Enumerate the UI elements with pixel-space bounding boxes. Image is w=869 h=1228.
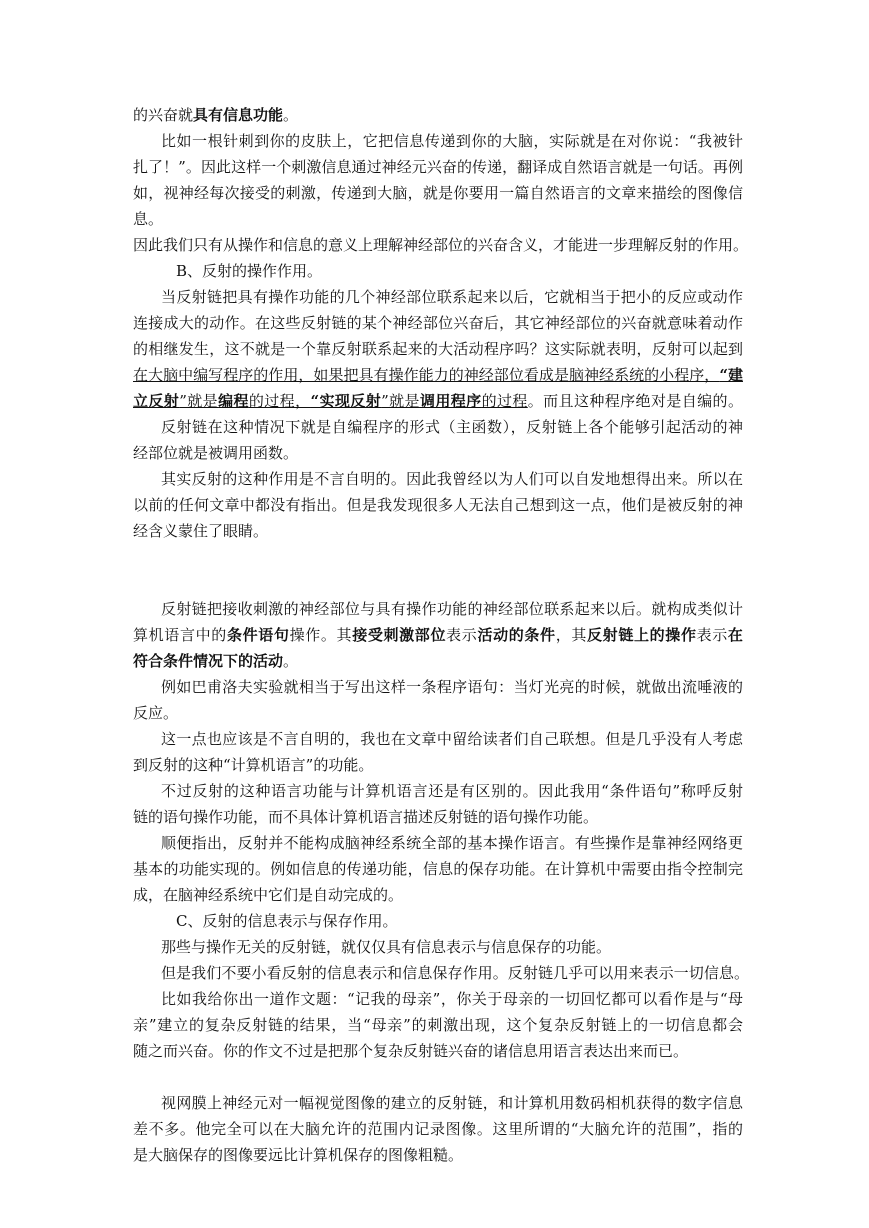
- text-run: 的兴奋就: [133, 106, 194, 124]
- text-line: [133, 1012, 743, 1038]
- section-heading: [176, 258, 758, 284]
- text-run: ，其: [555, 626, 588, 644]
- text-line: [133, 206, 743, 232]
- text-run: B、反射的操作作用。: [176, 262, 323, 280]
- text-run: 顺便指出，反射并不能构成脑神经系统全部的基本操作语言。有些操作是靠神经网络更: [161, 834, 743, 852]
- text-run: 符合条件情况下的活动: [133, 652, 284, 670]
- text-run: 在: [727, 626, 743, 644]
- text-line: [133, 154, 743, 180]
- text-run: “建: [719, 366, 743, 384]
- text-run: 到反射的这种“计算机语言”的功能。: [133, 756, 374, 774]
- text-line: [161, 466, 743, 492]
- text-run: 当反射链把具有操作功能的几个神经部位联系起来以后，它就相当于把小的反应或动作: [161, 288, 743, 306]
- text-line: [161, 1090, 743, 1116]
- text-run: 如，视神经每次接受的刺激，传递到大脑，就是你要用一篇自然语言的文章来描绘的图像信: [133, 184, 743, 202]
- text-run: ”就是: [381, 392, 420, 410]
- text-run: 经部位就是被调用函数。: [133, 444, 299, 462]
- text-run: 的过程: [481, 392, 528, 410]
- text-run: 。: [283, 106, 299, 124]
- text-line: [133, 648, 743, 674]
- text-line: [161, 934, 743, 960]
- text-run: 的相继发生，这不就是一个靠反射联系起来的大活动程序吗？这实际就表明，反射可以起到: [133, 340, 743, 358]
- text-line: [133, 1038, 743, 1064]
- text-run: 随之而兴奋。你的作文不过是把那个复杂反射链兴奋的诸信息用语言表达出来而已。: [133, 1042, 689, 1060]
- text-run: 是大脑保存的图像要远比计算机保存的图像粗糙。: [133, 1146, 464, 1164]
- text-run: 。: [283, 652, 299, 670]
- text-run: 连接成大的动作。在这些反射链的某个神经部位兴奋后，其它神经部位的兴奋就意味着动作: [133, 314, 743, 332]
- text-line: [161, 596, 743, 622]
- text-line: [133, 102, 743, 128]
- text-line: [133, 388, 743, 414]
- text-line: [161, 674, 743, 700]
- text-run: 反应。: [133, 704, 179, 722]
- text-run: 成，在脑神经系统中它们是自动完成的。: [133, 886, 404, 904]
- text-line: [133, 492, 743, 518]
- text-run: 经含义蒙住了眼睛。: [133, 522, 269, 540]
- text-line: [133, 1142, 743, 1168]
- text-run: 表示: [696, 626, 728, 644]
- text-line: [133, 362, 743, 388]
- text-line: [133, 1116, 743, 1142]
- text-run: 在大脑中编写程序的作用，如果把具有操作能力的神经部位看成是脑神经系统的小程序，: [133, 366, 720, 384]
- text-line: [133, 882, 743, 908]
- text-run: 息。: [133, 210, 164, 228]
- text-line: [161, 830, 743, 856]
- text-line: [161, 284, 743, 310]
- text-run: ”就是: [179, 392, 219, 410]
- text-run: 条件语句: [226, 626, 290, 644]
- text-run: 操作。其: [289, 626, 353, 644]
- text-run: 反射链上的操作: [587, 626, 697, 644]
- text-run: 那些与操作无关的反射链，就仅仅具有信息表示与信息保存的功能。: [161, 938, 612, 956]
- text-run: 反射链把接收刺激的神经部位与具有操作功能的神经部位联系起来以后。就构成类似计: [161, 600, 743, 618]
- text-line: [133, 180, 743, 206]
- text-run: 以前的任何文章中都没有指出。但是我发现很多人无法自己想到这一点，他们是被反射的神: [133, 496, 743, 514]
- text-line: [161, 986, 743, 1012]
- text-run: 立反射: [133, 392, 180, 410]
- text-run: 视网膜上神经元对一幅视觉图像的建立的反射链，和计算机用数码相机获得的数字信息: [161, 1094, 743, 1112]
- text-run: 因此我们只有从操作和信息的意义上理解神经部位的兴奋含义，才能进一步理解反射的作用。: [133, 236, 748, 254]
- text-run: 反射链在这种情况下就是自编程序的形式（主函数），反射链上各个能够引起活动的神: [161, 418, 743, 436]
- text-line: [161, 414, 743, 440]
- text-run: 基本的功能实现的。例如信息的传递功能，信息的保存功能。在计算机中需要由指令控制完: [133, 860, 743, 878]
- text-run: 的过程，: [248, 392, 311, 410]
- text-run: 扎了！”。因此这样一个刺激信息通过神经元兴奋的传递，翻译成自然语言就是一句话。再例: [133, 158, 743, 176]
- text-run: 活动的条件: [477, 626, 556, 644]
- text-run: 差不多。他完全可以在大脑允许的范围内记录图像。这里所谓的“大脑允许的范围”，指的: [133, 1120, 743, 1138]
- text-line: [161, 726, 743, 752]
- text-run: 链的语句操作功能，而不具体计算机语言描述反射链的语句操作功能。: [133, 808, 599, 826]
- text-line: [161, 128, 743, 154]
- text-run: 。而且这种程序绝对是自编的。: [527, 392, 743, 410]
- text-run: 具有信息功能: [193, 106, 284, 124]
- text-run: 这一点也应该是不言自明的，我也在文章中留给读者们自己联想。但是几乎没有人考虑: [161, 730, 743, 748]
- text-run: 比如我给你出一道作文题：“记我的母亲”，你关于母亲的一切回忆都可以看作是与“母: [161, 990, 743, 1008]
- text-line: [133, 856, 743, 882]
- text-run: 调用程序: [419, 392, 482, 410]
- text-line: [133, 310, 743, 336]
- text-line: [133, 518, 743, 544]
- text-run: “实现反射: [310, 392, 382, 410]
- text-line: [133, 232, 748, 258]
- text-line: [161, 778, 743, 804]
- text-run: 亲”建立的复杂反射链的结果，当“母亲”的刺激出现，这个复杂反射链上的一切信息都会: [133, 1016, 743, 1034]
- text-line: [161, 960, 749, 986]
- text-line: [133, 804, 743, 830]
- section-heading: [176, 908, 758, 934]
- text-run: C、反射的信息表示与保存作用。: [176, 912, 398, 930]
- text-line: [133, 700, 743, 726]
- text-run: 算机语言中的: [133, 626, 227, 644]
- text-run: 其实反射的这种作用是不言自明的。因此我曾经以为人们可以自发地想得出来。所以在: [161, 470, 743, 488]
- text-run: 比如一根针刺到你的皮肤上，它把信息传递到你的大脑，实际就是在对你说：“我被针: [161, 132, 743, 150]
- text-line: [133, 336, 743, 362]
- text-line: [133, 440, 743, 466]
- text-run: 不过反射的这种语言功能与计算机语言还是有区别的。因此我用“条件语句”称呼反射: [161, 782, 743, 800]
- text-line: [133, 752, 743, 778]
- text-run: 编程: [218, 392, 249, 410]
- text-run: 接受刺激部位: [352, 626, 447, 644]
- text-run: 但是我们不要小看反射的信息表示和信息保存作用。反射链几乎可以用来表示一切信息。: [161, 964, 749, 982]
- text-line: [133, 622, 743, 648]
- text-run: 例如巴甫洛夫实验就相当于写出这样一条程序语句：当灯光亮的时候，就做出流唾液的: [161, 678, 743, 696]
- text-run: 表示: [446, 626, 478, 644]
